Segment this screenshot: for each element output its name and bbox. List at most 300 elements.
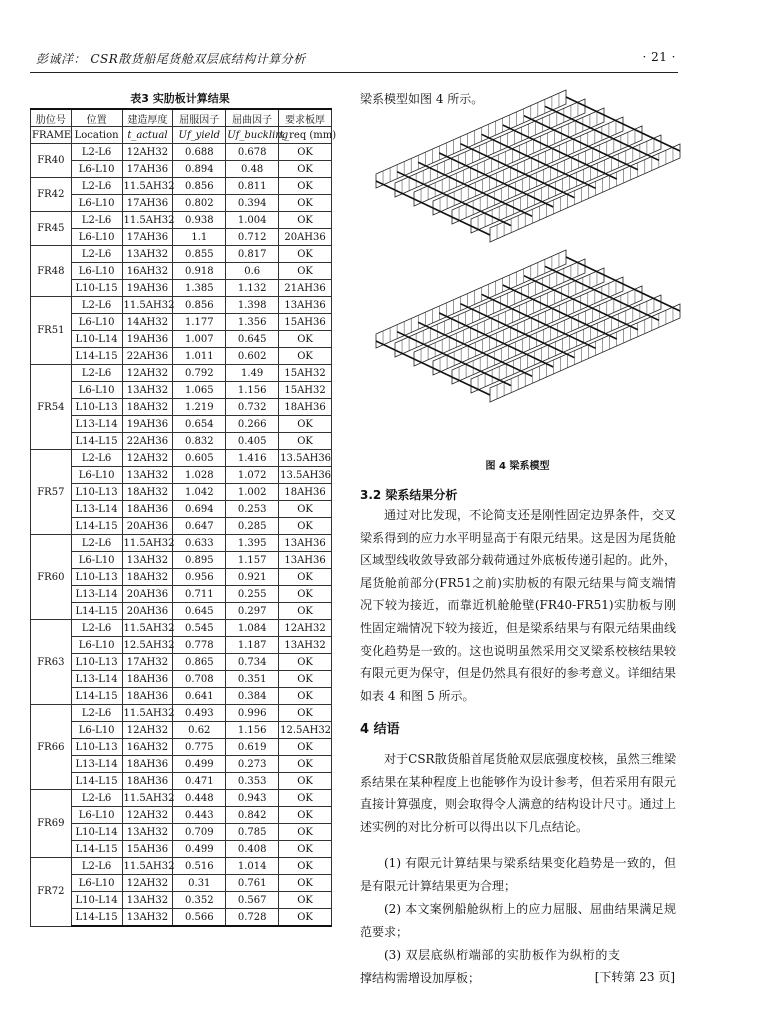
table-cell: 0.792 [173,365,226,382]
table-cell: 0.647 [173,518,226,535]
table-row [31,229,332,246]
table-cell: L2-L6 [71,246,122,263]
table-row [31,331,332,348]
table-cell: L14-L15 [71,841,122,858]
section-heading-4: 4 结语 [360,722,400,737]
table-cell: 0.394 [226,195,279,212]
table-cell: 18AH36 [122,671,173,688]
table-cell: L6-L10 [71,382,122,399]
table-cell: 17AH36 [122,195,173,212]
table-cell: 1.356 [226,314,279,331]
table-cell: 0.785 [226,824,279,841]
table-cell: 1.1 [173,229,226,246]
table-cell: L10-L13 [71,569,122,586]
header-cell: Uf_yield [173,127,226,144]
header-cell: Uf_buckling [226,127,279,144]
table-header-row-en [31,127,332,144]
frame-cell: FR69 [31,790,72,858]
table-row [31,535,332,552]
table-row [31,688,332,705]
table-cell: 0.865 [173,654,226,671]
table-cell: 0.921 [226,569,279,586]
table-cell: 11.5AH32 [122,620,173,637]
table-cell: 0.709 [173,824,226,841]
frame-cell: FR48 [31,246,72,297]
table-cell: 12AH32 [122,450,173,467]
table-cell: 0.605 [173,450,226,467]
table-cell: L2-L6 [71,705,122,722]
table-cell: 0.732 [226,399,279,416]
header-cell: 肋位号 [31,109,72,127]
table-cell: 13.5AH36 [279,467,332,484]
table-cell: OK [279,671,332,688]
table-cell: OK [279,909,332,927]
table-cell: L14-L15 [71,518,122,535]
header-cell: 屈服因子 [173,109,226,127]
table-row [31,790,332,807]
table-cell: 0.62 [173,722,226,739]
table-cell: 12AH32 [122,144,173,161]
table-cell: 0.266 [226,416,279,433]
table-row [31,280,332,297]
table-cell: 12AH32 [122,807,173,824]
table-cell: 12AH32 [279,620,332,637]
figure-caption: 图 4 梁系模型 [485,461,550,472]
table-cell: 0.405 [226,433,279,450]
table-cell: 11.5AH32 [122,297,173,314]
table-cell: 0.678 [226,144,279,161]
table-cell: 0.353 [226,773,279,790]
table-cell: 0.688 [173,144,226,161]
table-cell: 0.48 [226,161,279,178]
table-cell: L2-L6 [71,620,122,637]
table-cell: L6-L10 [71,722,122,739]
table-cell: 18AH36 [122,688,173,705]
header-cell: t_req (mm) [279,127,332,144]
table-cell: 0.285 [226,518,279,535]
table-cell: 12.5AH32 [122,637,173,654]
table-cell: 1.065 [173,382,226,399]
figure-intro: 梁系模型如图 4 所示。 [360,92,484,106]
table-cell: 0.895 [173,552,226,569]
table-cell: L6-L10 [71,263,122,280]
table-cell: 19AH36 [122,416,173,433]
results-table [30,108,337,927]
table-cell: 0.694 [173,501,226,518]
table-cell: 17AH36 [122,229,173,246]
table-cell: 1.028 [173,467,226,484]
table-cell: 0.761 [226,875,279,892]
table-cell: 1.177 [173,314,226,331]
table-cell: 0.943 [226,790,279,807]
table-cell: L6-L10 [71,807,122,824]
table-cell: L6-L10 [71,195,122,212]
table-cell: L13-L14 [71,586,122,603]
table-cell: OK [279,144,332,161]
table-cell: OK [279,790,332,807]
table-row [31,399,332,416]
table-cell: L6-L10 [71,314,122,331]
table-cell: L6-L10 [71,637,122,654]
table-cell: 0.253 [226,501,279,518]
table-cell: L14-L15 [71,688,122,705]
table-cell: L14-L15 [71,773,122,790]
table-row [31,365,332,382]
table-cell: 13AH36 [279,552,332,569]
table-cell: 0.811 [226,178,279,195]
frame-cell: FR45 [31,212,72,246]
table-cell: OK [279,603,332,620]
table-cell: L2-L6 [71,144,122,161]
header-cell: t_actual [122,127,173,144]
table-cell: L14-L15 [71,348,122,365]
table-cell: 0.352 [173,892,226,909]
table-cell: 1.002 [226,484,279,501]
section-3-2-body: 通过对比发现，不论简支还是刚性固定边界条件，交叉梁系得到的应力水平明显高于有限元结果。这是因为尾货舱区域型线收敛导致部分载荷通过外底板传递引起的。此外，尾货舱前部分(FR51之前)实肋板的有限元结果与简支端情况下较为接近，而靠近机舱舱壁(FR40-FR51)实肋板与刚性固定端情况下较为接近，但是梁系结果与有限元结果曲线变化趋势是一致的。这也说明虽然采用交叉梁系校核结果较有限元更为保守，但是仍然具有很好的参考意义。详细结果如表 4 和图 5 所示。 [360,508,676,703]
table-cell: OK [279,416,332,433]
table-cell: 19AH36 [122,280,173,297]
table-cell: 0.448 [173,790,226,807]
table-cell: OK [279,875,332,892]
table-cell: 0.842 [226,807,279,824]
table-cell: OK [279,569,332,586]
table-cell: 18AH36 [279,484,332,501]
table-row [31,841,332,858]
table-cell: OK [279,348,332,365]
table-cell: 0.775 [173,739,226,756]
table-row [31,178,332,195]
table-row [31,297,332,314]
table-cell: 12AH32 [122,875,173,892]
table-cell: 0.711 [173,586,226,603]
table-cell: OK [279,841,332,858]
table-cell: 20AH36 [122,586,173,603]
table-cell: OK [279,654,332,671]
table-cell: OK [279,178,332,195]
table-cell: L14-L15 [71,909,122,927]
table-row [31,569,332,586]
table-cell: L10-L13 [71,654,122,671]
table-cell: OK [279,858,332,875]
table-cell: 1.187 [226,637,279,654]
table-cell: L2-L6 [71,178,122,195]
table-cell: OK [279,586,332,603]
table-cell: L13-L14 [71,416,122,433]
table-cell: OK [279,161,332,178]
header-divider [30,72,678,73]
table-cell: 0.645 [173,603,226,620]
table-row [31,552,332,569]
table-row [31,450,332,467]
table-row [31,603,332,620]
frame-cell: FR51 [31,297,72,365]
table-cell: 0.894 [173,161,226,178]
table-row [31,773,332,790]
table-cell: 0.645 [226,331,279,348]
frame-cell: FR63 [31,620,72,705]
table-cell: OK [279,756,332,773]
table-cell: 18AH36 [122,501,173,518]
table-cell: 0.273 [226,756,279,773]
table-cell: 0.832 [173,433,226,450]
table-row [31,144,332,161]
table-cell: 0.728 [226,909,279,927]
table-cell: 0.817 [226,246,279,263]
table-cell: 14AH32 [122,314,173,331]
frame-cell: FR66 [31,705,72,790]
table-cell: 0.443 [173,807,226,824]
table-cell: 13AH36 [279,297,332,314]
table-row [31,671,332,688]
table-cell: L10-L14 [71,331,122,348]
table-row [31,875,332,892]
table-row [31,212,332,229]
table-cell: 0.996 [226,705,279,722]
table-cell: L10-L13 [71,739,122,756]
table-cell: 13AH32 [122,467,173,484]
table-cell: 0.778 [173,637,226,654]
table-row [31,484,332,501]
table-cell: 18AH36 [279,399,332,416]
table-cell: 18AH32 [122,484,173,501]
table-cell: 0.602 [226,348,279,365]
table-cell: 20AH36 [122,518,173,535]
header-cell: Location [71,127,122,144]
table-cell: 18AH36 [122,773,173,790]
table-cell: OK [279,807,332,824]
table-caption: 表3 实肋板计算结果 [130,92,230,105]
table-cell: OK [279,212,332,229]
table-cell: 1.49 [226,365,279,382]
table-cell: OK [279,501,332,518]
table-cell: 11.5AH32 [122,535,173,552]
table-cell: 0.938 [173,212,226,229]
table-cell: L14-L15 [71,603,122,620]
table-cell: 13.5AH36 [279,450,332,467]
frame-cell: FR57 [31,450,72,535]
table-cell: 0.297 [226,603,279,620]
table-cell: 0.566 [173,909,226,927]
beam-model-figure [356,118,666,448]
table-cell: 13AH32 [122,892,173,909]
table-cell: 1.219 [173,399,226,416]
table-cell: L2-L6 [71,365,122,382]
table-cell: 12AH32 [122,722,173,739]
table-cell: 11.5AH32 [122,790,173,807]
table-cell: 1.007 [173,331,226,348]
table-cell: 0.856 [173,297,226,314]
table-cell: OK [279,739,332,756]
table-cell: L10-L15 [71,280,122,297]
table-cell: L13-L14 [71,756,122,773]
table-cell: 0.734 [226,654,279,671]
table-cell: 1.385 [173,280,226,297]
continued-note: [下转第 23 页] [594,970,675,984]
table-cell: L10-L13 [71,484,122,501]
table-cell: 0.708 [173,671,226,688]
table-cell: 0.855 [173,246,226,263]
table-cell: 1.042 [173,484,226,501]
table-cell: 13AH32 [122,246,173,263]
table-cell: 0.633 [173,535,226,552]
table-cell: 11.5AH32 [122,858,173,875]
table-cell: 1.156 [226,382,279,399]
table-body [31,144,332,927]
table-cell: 22AH36 [122,348,173,365]
table-cell: 17AH36 [122,161,173,178]
table-cell: 0.802 [173,195,226,212]
table-cell: 1.011 [173,348,226,365]
page-number: · 21 · [642,50,676,64]
running-header-title: 彭诚洋： CSR散货船尾货舱双层底结构计算分析 [36,52,306,66]
table-cell: OK [279,195,332,212]
table-cell: L6-L10 [71,875,122,892]
table-cell: 1.132 [226,280,279,297]
table-cell: 13AH32 [122,382,173,399]
table-cell: 17AH32 [122,654,173,671]
table-row [31,501,332,518]
table-cell: L2-L6 [71,535,122,552]
table-cell: L10-L13 [71,399,122,416]
table-cell: 15AH36 [122,841,173,858]
running-header [36,50,676,68]
table-cell: 0.351 [226,671,279,688]
table-cell: 0.956 [173,569,226,586]
table-cell: 0.31 [173,875,226,892]
table-cell: L2-L6 [71,790,122,807]
table-cell: 22AH36 [122,433,173,450]
header-cell: 建造厚度 [122,109,173,127]
table-cell: 0.255 [226,586,279,603]
conclusion-1: (1) 有限元计算结果与梁系结果变化趋势是一致的，但是有限元计算结果更为合理； [360,856,676,893]
table-row [31,620,332,637]
table-cell: 18AH32 [122,569,173,586]
table-cell: 0.384 [226,688,279,705]
table-row [31,263,332,280]
table-cell: 20AH36 [122,603,173,620]
table-row [31,195,332,212]
table-cell: 13AH36 [279,535,332,552]
table-cell: 11.5AH32 [122,705,173,722]
table-cell: 16AH32 [122,263,173,280]
frame-cell: FR60 [31,535,72,620]
table-row [31,705,332,722]
table-cell: L2-L6 [71,858,122,875]
table-cell: 1.416 [226,450,279,467]
table-header-row-cn [31,109,332,127]
table-cell: OK [279,331,332,348]
table-row [31,416,332,433]
section-heading-3-2: 3.2 梁系结果分析 [360,488,458,502]
table-cell: L10-L14 [71,892,122,909]
table-cell: 0.499 [173,756,226,773]
table-cell: 13AH32 [122,824,173,841]
table-cell: 1.072 [226,467,279,484]
table-cell: 15AH36 [279,314,332,331]
table-cell: 19AH36 [122,331,173,348]
table-cell: OK [279,518,332,535]
table-cell: L6-L10 [71,161,122,178]
table-row [31,756,332,773]
table-cell: 13AH32 [279,637,332,654]
frame-cell: FR42 [31,178,72,212]
table-cell: L13-L14 [71,671,122,688]
table-row [31,654,332,671]
table-cell: L2-L6 [71,297,122,314]
section-4-intro: 对于CSR散货船首尾货舱双层底强度校核，虽然三维梁系结果在某种程度上也能够作为设计参考，但若采用有限元直接计算强度，则会取得令人满意的结构设计尺寸。通过上述实例的对比分析可以得出以下几点结论。 [360,752,676,834]
table-cell: 15AH32 [279,365,332,382]
frame-cell: FR40 [31,144,72,178]
table-row [31,739,332,756]
table-cell: L2-L6 [71,212,122,229]
table-cell: L13-L14 [71,501,122,518]
table-cell: L10-L14 [71,824,122,841]
table-cell: OK [279,246,332,263]
table-cell: 18AH32 [122,399,173,416]
table-cell: OK [279,773,332,790]
table-cell: 1.014 [226,858,279,875]
table-cell: 18AH36 [122,756,173,773]
beam-grid-upper [376,90,680,242]
table-cell: OK [279,688,332,705]
table-cell: 1.398 [226,297,279,314]
table-cell: OK [279,433,332,450]
conclusion-2: (2) 本文案例船舱纵桁上的应力屈服、屈曲结果满足规范要求； [360,902,676,939]
table-row [31,314,332,331]
table-cell: OK [279,705,332,722]
table-cell: 0.654 [173,416,226,433]
table-cell: 1.157 [226,552,279,569]
table-cell: 1.084 [226,620,279,637]
table-row [31,858,332,875]
header-cell: 屈曲因子 [226,109,279,127]
header-cell: 要求板厚 [279,109,332,127]
table-cell: L6-L10 [71,552,122,569]
table-row [31,161,332,178]
table-cell: 12.5AH32 [279,722,332,739]
table-row [31,518,332,535]
table-row [31,382,332,399]
table-cell: L2-L6 [71,450,122,467]
table-cell: 0.619 [226,739,279,756]
table-row [31,892,332,909]
table-cell: 0.471 [173,773,226,790]
table-cell: 13AH32 [122,552,173,569]
table-cell: 21AH36 [279,280,332,297]
table-cell: 0.493 [173,705,226,722]
table-row [31,824,332,841]
header-cell: 位置 [71,109,122,127]
table-cell: 0.545 [173,620,226,637]
frame-cell: FR72 [31,858,72,927]
table-cell: 13AH32 [122,909,173,927]
table-cell: 1.004 [226,212,279,229]
table-cell: 0.641 [173,688,226,705]
table-cell: 0.856 [173,178,226,195]
table-cell: 1.395 [226,535,279,552]
table-cell: OK [279,892,332,909]
conclusion-3: (3) 双层底纵桁端部的实肋板作为纵桁的支撑结构需增设加厚板； [360,948,620,985]
table-cell: 16AH32 [122,739,173,756]
table-cell: 0.408 [226,841,279,858]
table-cell: L6-L10 [71,467,122,484]
table-cell: 0.516 [173,858,226,875]
table-cell: OK [279,824,332,841]
table-cell: 20AH36 [279,229,332,246]
beam-grid-lower [376,250,680,402]
table-cell: 12AH32 [122,365,173,382]
table-cell: L6-L10 [71,229,122,246]
